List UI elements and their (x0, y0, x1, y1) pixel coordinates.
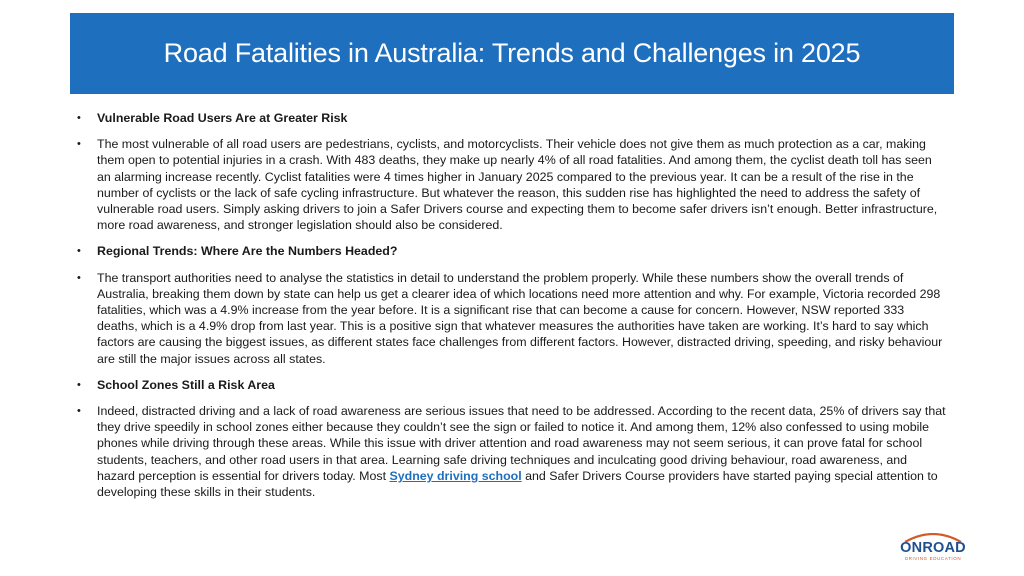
content-body (77, 110, 947, 510)
bullet-paragraph (77, 270, 947, 367)
bullet-dot: • (77, 378, 81, 391)
bullet-heading (77, 377, 947, 393)
sydney-driving-school-link[interactable]: Sydney driving school (389, 468, 522, 483)
bullet-paragraph (77, 403, 947, 500)
logo-tagline: DRIVING EDUCATION (904, 556, 962, 561)
bullet-dot: • (77, 138, 81, 151)
paragraph-text-before-link: Indeed, distracted driving and a lack of road awareness are serious issues that need to be addressed. According to the recent data, 25% of drivers say that they drive speedily in school zones either because they couldn’t see the sign or failed to notice it. And among them, 12% also confessed to using mobile phones while driving through these areas. While this issue with driver attention and road awareness may not seem serious, it can prove fatal for school students, teachers, and other road users in that area. Learning safe driving techniques and inculcating good driving behaviour, road awareness, and hazard perception is essential for drivers today. Most (97, 404, 946, 483)
section-heading-vulnerable-users: Vulnerable Road Users Are at Greater Risk (97, 111, 348, 125)
paragraph-vulnerable-users: The most vulnerable of all road users are pedestrians, cyclists, and motorcyclists. Their vehicle does not give them as much protection as a car, making them open to potential injuries in a crash. With 483 deaths, they make up nearly 4% of all road fatalities. And among them, the cyclist death toll has seen an alarming increase recently. Cyclist fatalities were 4 times higher in January 2025 compared to the previous year. It can be a result of the rise in the number of cyclists or the lack of safe cycling infrastructure. But whatever the reason, this sudden rise has highlighted the need to address the safety of vulnerable road users. Simply asking drivers to join a Safer Drivers course and expecting them to become safer drivers isn’t enough. Better infrastructure, more road awareness, and stronger legislation should also be considered. (97, 137, 938, 233)
paragraph-school-zones (97, 403, 947, 500)
bullet-paragraph (77, 136, 947, 233)
bullet-dot: • (77, 112, 81, 124)
page-title: Road Fatalities in Australia: Trends and Challenges in 2025 (163, 38, 861, 68)
bullet-heading (77, 243, 947, 259)
paragraph-text-after-link: and Safer Drivers Course providers have started paying special attention to developing these skills in their students. (97, 468, 938, 500)
bullet-dot: • (77, 245, 81, 258)
paragraph-regional-trends: The transport authorities need to analyse the statistics in detail to understand the problem properly. While these numbers show the overall trends of Australia, breaking them down by state can help us get a clearer idea of which locations need more attention and why. For example, Victoria recorded 298 fatalities, which was a 4.9% increase from the year before. It is a significant rise that can become a cause for concern. However, NSW reported 333 deaths, which is a 4.9% drop from last year. This is a positive sign that whatever measures the authorities have taken are working. It’s hard to say which factors are causing the biggest issues, as different states face challenges from different factors. However, distracted driving, speeding, and risky behaviour are still the major issues across all states. (97, 270, 943, 366)
section-heading-regional-trends: Regional Trends: Where Are the Numbers Headed? (97, 244, 398, 259)
section-heading-school-zones: School Zones Still a Risk Area (97, 377, 275, 392)
bullet-dot: • (77, 405, 81, 418)
onroad-logo (893, 533, 973, 567)
bullet-dot: • (77, 271, 81, 284)
logo-brand: ONROAD (900, 540, 966, 556)
bullet-heading (77, 110, 947, 126)
title-banner (70, 13, 954, 94)
